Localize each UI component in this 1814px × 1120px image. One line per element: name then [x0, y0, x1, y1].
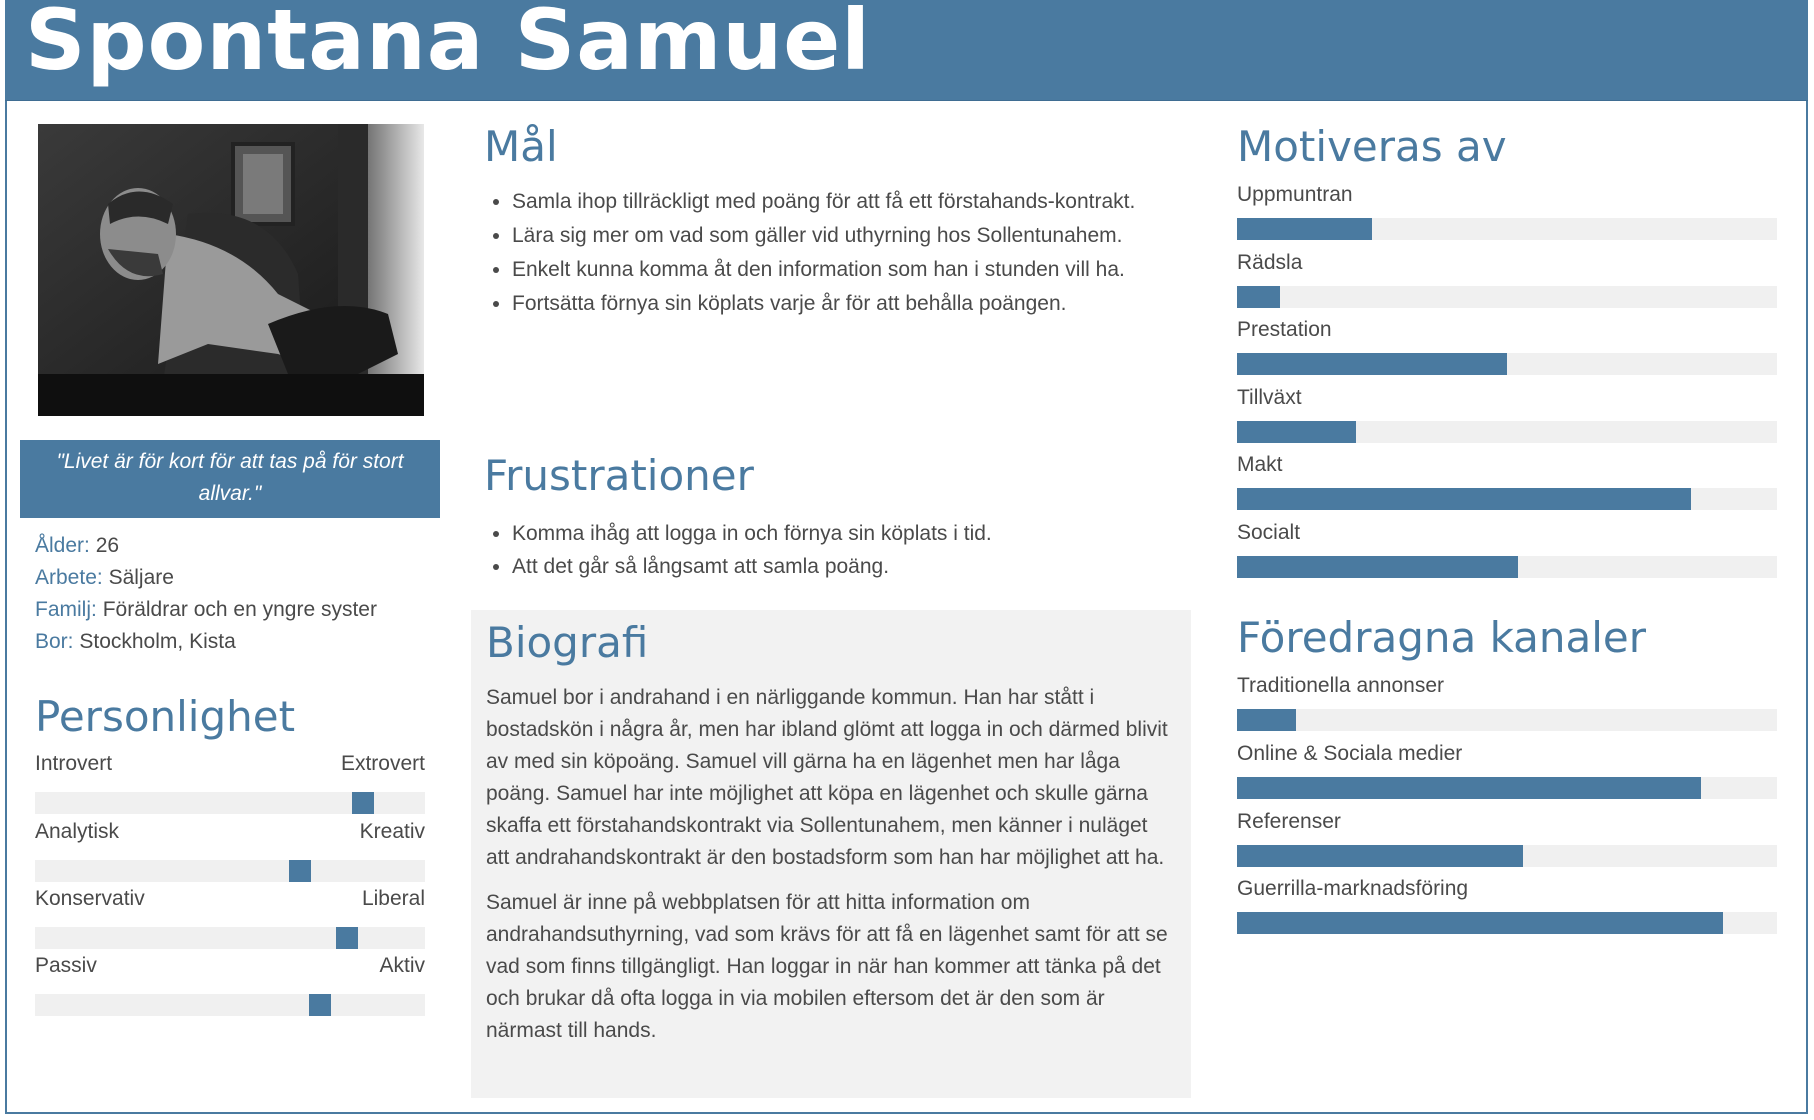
biography-text: [486, 682, 1176, 1060]
fact-work: [35, 562, 445, 594]
list-item: • Komma ihåg att logga in och förnya sin köplats i tid.: [512, 517, 1212, 550]
trait-right-label: Kreativ: [359, 820, 425, 843]
fact-key: Arbete:: [35, 566, 103, 589]
bar-track: [1237, 218, 1777, 240]
fact-age: [35, 530, 445, 562]
bar-fill: [1237, 286, 1280, 308]
bar-fill: [1237, 912, 1723, 934]
fact-key: Bor:: [35, 630, 74, 653]
channel-bar: [1237, 807, 1777, 867]
biography-paragraph: Samuel är inne på webbplatsen för att hitta information om andrahandsuthyrning, vad som krävs för att få en lägenhet samt för att se vad som finns tillgängligt. Han loggar in när han kommer att tänka på det och brukar då ofta logga in via mobilen eftersom det är den som är närmast till hands.: [486, 891, 1168, 1042]
trait-slider-track: [35, 792, 425, 814]
bar-track: [1237, 353, 1777, 375]
bar-fill: [1237, 421, 1356, 443]
motivation-bar: [1237, 383, 1777, 443]
list-item: • Enkelt kunna komma åt den information som han i stunden vill ha.: [512, 254, 1212, 285]
bar-fill: [1237, 488, 1691, 510]
bar-label: Referenser: [1237, 810, 1341, 833]
fact-value: 26: [95, 534, 120, 557]
trait-row: [35, 752, 425, 814]
bar-track: [1237, 777, 1777, 799]
fact-value: Säljare: [108, 566, 174, 589]
bar-track: [1237, 845, 1777, 867]
channel-bar: [1237, 874, 1777, 934]
trait-row: [35, 887, 425, 949]
trait-slider-track: [35, 860, 425, 882]
fact-lives: [35, 626, 445, 658]
trait-slider-track: [35, 994, 425, 1016]
bar-track: [1237, 286, 1777, 308]
trait-row: [35, 954, 425, 1016]
trait-slider-knob: [309, 994, 331, 1016]
biography-paragraph: Samuel bor i andrahand i en närliggande kommun. Han har stått i bostadskön i några år, men har ibland glömt att logga in och därmed blivit av med sin köpoäng. Samuel vill gärna ha en lägenhet men har låga poäng. Samuel har inte möjlighet att köpa en lägenhet och skulle gärna skaffa ett förstahandskontrakt via Sollentunahem, men känner i nuläget att andrahandskontrakt är den bostadsform som han har möjlighet att ha.: [486, 686, 1168, 869]
motivation-bar: [1237, 248, 1777, 308]
frustrations-list: [482, 517, 1212, 583]
persona-name: Spontana Samuel: [25, 0, 871, 89]
bar-fill: [1237, 845, 1523, 867]
portrait-image: [38, 124, 424, 416]
trait-left-label: Introvert: [35, 752, 113, 775]
persona-quote: "Livet är för kort för att tas på för stort allvar.": [20, 440, 440, 518]
bar-track: [1237, 488, 1777, 510]
trait-slider-knob: [289, 860, 311, 882]
trait-left-label: Konservativ: [35, 887, 145, 910]
goals-title: Mål: [484, 122, 558, 171]
biography-title: Biografi: [486, 618, 649, 667]
bar-label: Makt: [1237, 453, 1283, 476]
motivations-title: Motiveras av: [1237, 122, 1507, 171]
bar-fill: [1237, 353, 1507, 375]
bar-fill: [1237, 777, 1701, 799]
motivation-bar: [1237, 450, 1777, 510]
frustrations-title: Frustrationer: [484, 451, 754, 500]
trait-right-label: Liberal: [361, 887, 425, 910]
bar-label: Guerrilla-marknadsföring: [1237, 877, 1469, 900]
bar-label: Prestation: [1237, 318, 1332, 341]
bar-label: Socialt: [1237, 521, 1301, 544]
list-item: • Fortsätta förnya sin köplats varje år för att behålla poängen.: [512, 288, 1212, 319]
persona-facts: [35, 530, 445, 658]
bar-fill: [1237, 556, 1518, 578]
bar-track: [1237, 709, 1777, 731]
portrait-photo: [38, 124, 424, 416]
motivation-bar: [1237, 315, 1777, 375]
motivation-bar: [1237, 180, 1777, 240]
bar-track: [1237, 421, 1777, 443]
list-item: • Lära sig mer om vad som gäller vid uthyrning hos Sollentunahem.: [512, 220, 1212, 251]
trait-left-label: Analytisk: [35, 820, 120, 843]
fact-family: [35, 594, 445, 626]
fact-value: Föräldrar och en yngre syster: [102, 598, 377, 621]
bar-label: Uppmuntran: [1237, 183, 1353, 206]
trait-right-label: Aktiv: [379, 954, 425, 977]
header-bar: [5, 0, 1808, 101]
bar-label: Online & Sociala medier: [1237, 742, 1463, 765]
fact-key: Familj:: [35, 598, 97, 621]
list-item: • Att det går så långsamt att samla poäng.: [512, 550, 1212, 583]
bar-track: [1237, 556, 1777, 578]
bar-fill: [1237, 218, 1372, 240]
bar-label: Rädsla: [1237, 251, 1303, 274]
fact-key: Ålder:: [35, 534, 90, 557]
trait-left-label: Passiv: [35, 954, 97, 977]
trait-slider-knob: [352, 792, 374, 814]
motivation-bar: [1237, 518, 1777, 578]
trait-slider-track: [35, 927, 425, 949]
bar-label: Traditionella annonser: [1237, 674, 1445, 697]
bar-track: [1237, 912, 1777, 934]
trait-row: [35, 820, 425, 882]
channel-bar: [1237, 739, 1777, 799]
trait-right-label: Extrovert: [340, 752, 425, 775]
fact-value: Stockholm, Kista: [79, 630, 236, 653]
list-item: • Samla ihop tillräckligt med poäng för att få ett förstahands-kontrakt.: [512, 186, 1212, 217]
personality-title: Personlighet: [35, 692, 296, 741]
trait-slider-knob: [336, 927, 358, 949]
bar-fill: [1237, 709, 1296, 731]
bar-label: Tillväxt: [1237, 386, 1302, 409]
goals-list: [482, 186, 1212, 322]
channel-bar: [1237, 671, 1777, 731]
channels-title: Föredragna kanaler: [1237, 613, 1647, 662]
